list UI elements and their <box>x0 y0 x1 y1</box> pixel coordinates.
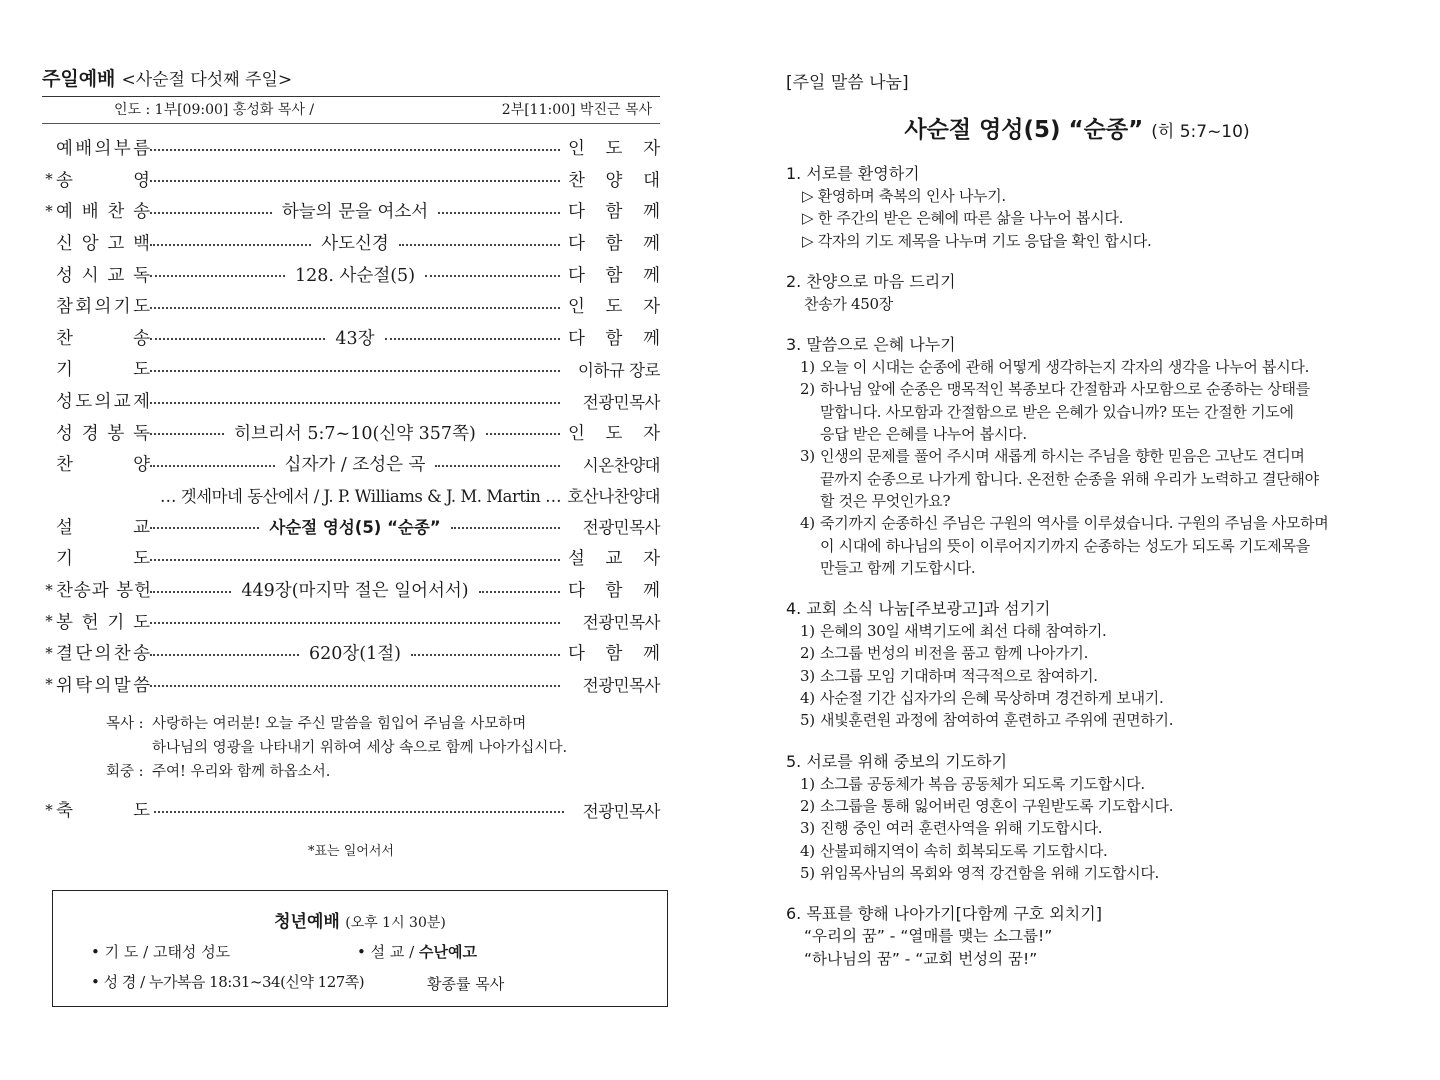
youth-title <box>53 907 667 932</box>
question-text: 하나님 앞에 순종은 맹목적인 복종보다 간절함과 사모함으로 순종하는 상태를 <box>820 380 1310 399</box>
section-heading: 3. 말씀으로 은혜 나누기 <box>786 335 956 355</box>
dot-leader <box>438 212 560 214</box>
order-item-name: 위 탁 의 말 씀 <box>56 675 150 696</box>
section-heading: 2. 찬양으로 마음 드리기 <box>786 271 956 291</box>
dot-leader <box>150 338 325 340</box>
list-item-text: 소그룹 번성의 비전을 품고 함께 나아가기. <box>820 644 1089 663</box>
order-row <box>42 385 660 417</box>
sharing-label: [주일 말씀 나눔] <box>786 73 909 93</box>
dot-leader <box>479 591 560 593</box>
dot-leader <box>435 465 560 467</box>
dot-leader <box>150 307 560 309</box>
order-row-choir-second <box>42 480 660 511</box>
pastor-line-2: 하나님의 영광을 나타내기 위하여 세상 속으로 함께 나아가십시다. <box>152 740 568 757</box>
list-item-text: 소그룹 공동체가 복음 공동체가 되도록 기도합시다. <box>820 774 1145 793</box>
order-item-detail-line <box>150 640 560 665</box>
standing-mark: * <box>45 675 53 694</box>
dot-leader <box>150 212 272 214</box>
order-item-name: 설 교 <box>56 517 150 538</box>
leaders-second-service: 2부[11:00] 박진근 목사 <box>501 102 652 118</box>
dot-leader <box>150 685 560 687</box>
order-item-detail: 십자가 / 조성은 곡 <box>275 451 436 476</box>
order-row <box>42 195 660 227</box>
list-item-text: 산불피해지역이 속히 회복되도록 기도합시다. <box>820 841 1108 860</box>
order-item-name: 예 배 찬 송 <box>56 202 150 223</box>
order-item-leader: 인 도 자 <box>568 139 660 160</box>
standing-mark: * <box>45 580 53 599</box>
order-item-detail-line <box>150 198 560 223</box>
order-item-detail-line <box>150 178 560 180</box>
order-item-detail-line <box>150 147 560 149</box>
order-item-detail: 449장(마지막 절은 일어서서) <box>231 577 478 602</box>
dot-leader <box>150 149 560 151</box>
question-text: 응답 받은 은혜를 나누어 봅시다. <box>820 425 1027 444</box>
question-text: 할 것은 무엇인가요? <box>820 491 951 510</box>
list-item-text: 소그룹 모임 기대하며 적극적으로 참여하기. <box>820 666 1098 685</box>
list-item <box>786 817 1386 839</box>
section-church-news <box>786 597 1386 731</box>
dot-leader <box>154 811 564 813</box>
order-row <box>42 258 660 290</box>
order-item-leader: 인 도 자 <box>568 297 660 318</box>
section-intercession <box>786 750 1386 884</box>
order-row <box>42 448 660 480</box>
order-item-leader: 인 도 자 <box>568 423 660 444</box>
order-item-name: 축 도 <box>56 801 150 822</box>
sermon-title-ref: (히 5:7~10) <box>1151 122 1250 142</box>
order-row <box>42 290 660 322</box>
order-item-name: 예 배 의 부 름 <box>56 139 150 160</box>
question-text: 오늘 이 시대는 순종에 관해 어떻게 생각하는지 각자의 생각을 나누어 봅시다. <box>820 358 1310 377</box>
order-item-name: 성 경 봉 독 <box>56 423 150 444</box>
order-item-detail-line <box>150 557 560 559</box>
dot-leader <box>150 465 275 467</box>
sending-words <box>106 712 660 784</box>
youth-prayer: • 기 도 / 고태성 성도 <box>91 943 231 961</box>
question-text: 말합니다. 사모함과 간절함으로 받은 은혜가 있습니까? 또는 간절한 기도에 <box>820 402 1294 421</box>
question-3 <box>786 445 1386 512</box>
section-heading: 5. 서로를 위해 중보의 기도하기 <box>786 751 1008 771</box>
list-item <box>786 862 1386 884</box>
section-welcome <box>786 162 1386 252</box>
order-item-leader: 전광민목사 <box>582 518 660 538</box>
list-item <box>786 795 1386 817</box>
list-item-number: 5) <box>800 863 815 882</box>
section-heading: 6. 목표를 향해 나아가기[다함께 구호 외치기] <box>786 904 1102 924</box>
dot-leader <box>150 433 224 435</box>
order-item-leader: 찬 양 대 <box>568 170 660 191</box>
pastor-line-1: 사랑하는 여러분! 오늘 주신 말씀을 힘입어 주님을 사모하며 <box>152 716 527 733</box>
section-heading: 4. 교회 소식 나눔[주보광고]과 섬기기 <box>786 599 1051 619</box>
list-item <box>786 665 1386 687</box>
section-praise <box>786 270 1386 315</box>
choir-second-leader: 호산나찬양대 <box>567 487 660 507</box>
order-item-detail: 128. 사순절(5) <box>285 262 425 287</box>
order-item-leader: 설 교 자 <box>568 549 660 570</box>
order-item-detail-line <box>150 577 560 602</box>
standing-mark: * <box>45 612 53 631</box>
order-row <box>42 322 660 354</box>
dot-leader <box>150 370 560 372</box>
order-row <box>42 227 660 259</box>
list-item-text: 사순절 기간 십자가의 은혜 묵상하며 경건하게 보내기. <box>820 689 1164 708</box>
order-item-name: 송 영 <box>56 170 150 191</box>
order-item-detail-line <box>150 230 560 255</box>
welcome-line: ▷ 각자의 기도 제목을 나누며 기도 응답을 확인 합시다. <box>802 231 1152 250</box>
order-item-leader: 전광민목사 <box>582 613 660 633</box>
order-item-leader: 다 함 께 <box>568 202 660 223</box>
youth-sermon-label: • 설 교 / <box>357 943 415 961</box>
sermon-title-main: 사순절 영성(5) “순종” <box>904 117 1144 143</box>
leaders-rule <box>42 123 660 124</box>
order-item-detail: 사도신경 <box>311 230 399 255</box>
question-text: 이 시대에 하나님의 뜻이 이루어지기까지 순종하는 성도가 되도록 기도제목을 <box>820 536 1310 555</box>
welcome-line: ▷ 환영하며 축복의 인사 나누기. <box>802 187 1006 205</box>
youth-time: (오후 1시 30분) <box>345 915 446 931</box>
list-item <box>786 840 1386 862</box>
order-item-detail: 620장(1절) <box>299 640 411 665</box>
worship-title <box>42 62 660 96</box>
order-item-leader: 시온찬양대 <box>582 455 660 475</box>
order-item-leader: 전광민목사 <box>582 392 660 412</box>
order-row <box>42 669 660 701</box>
question-1 <box>786 356 1386 378</box>
dot-leader <box>451 527 560 529</box>
section-word <box>786 333 1386 579</box>
list-item-number: 4) <box>800 689 815 708</box>
order-of-worship-continued <box>42 511 660 701</box>
order-item-name: 찬 양 <box>56 455 150 476</box>
order-item-detail-line <box>150 451 560 476</box>
order-row <box>42 637 660 669</box>
congregation-role: 회중 : <box>106 764 144 781</box>
order-item-name: 봉 헌 기 도 <box>56 612 150 633</box>
dot-leader <box>385 338 560 340</box>
order-item-leader: 이하규 장로 <box>578 360 660 380</box>
standing-mark: * <box>45 643 53 662</box>
order-item-detail-line <box>150 620 560 622</box>
sermon-title <box>768 111 1386 144</box>
youth-title-main: 청년예배 <box>274 912 340 932</box>
question-number: 4) <box>800 514 815 533</box>
order-item-name: 찬송과 봉헌 <box>56 581 153 602</box>
leaders-line <box>42 97 660 123</box>
order-item-detail: 43장 <box>325 325 384 350</box>
list-item-text: 소그룹을 통해 잃어버린 영혼이 구원받도록 기도합시다. <box>820 796 1174 815</box>
order-item-detail: 하늘의 문을 여소서 <box>272 198 438 223</box>
dot-leader <box>150 275 285 277</box>
standing-mark: * <box>45 800 53 819</box>
question-text: 죽기까지 순종하신 주님은 구원의 역사를 이루셨습니다. 구원의 주님을 사모하며 <box>820 514 1329 533</box>
order-row <box>42 416 660 448</box>
order-item-leader: 다 함 께 <box>568 265 660 286</box>
order-row <box>42 511 660 543</box>
order-row <box>42 132 660 164</box>
list-item <box>786 687 1386 709</box>
dot-leader <box>150 180 560 182</box>
order-item-detail-line <box>150 305 560 307</box>
order-row-blessing <box>42 794 660 826</box>
list-item-text: 은혜의 30일 새벽기도에 최선 다해 참여하기. <box>820 622 1107 641</box>
dot-leader <box>150 559 560 561</box>
list-item-number: 5) <box>800 711 815 730</box>
youth-sermon-value: 수난예고 <box>418 943 477 961</box>
youth-sermon <box>357 941 477 962</box>
worship-order-page <box>42 62 660 859</box>
order-row <box>42 164 660 196</box>
list-item-number: 1) <box>800 774 815 793</box>
list-item-number: 2) <box>800 644 815 663</box>
order-item-name: 기 도 <box>56 360 150 381</box>
pastor-role: 목사 : <box>106 716 144 733</box>
standing-mark: * <box>45 201 53 220</box>
standing-mark: * <box>45 170 53 189</box>
order-row <box>42 574 660 606</box>
order-item-detail-line <box>150 325 560 350</box>
hymn-line: 찬송가 450장 <box>804 294 893 313</box>
question-4 <box>786 512 1386 579</box>
list-item <box>786 642 1386 664</box>
list-item <box>786 620 1386 642</box>
welcome-line: ▷ 한 주간의 받은 은혜에 따른 삶을 나누어 봅시다. <box>802 209 1124 228</box>
dot-leader <box>150 527 259 529</box>
dot-leader <box>411 654 560 656</box>
slogan-2: “하나님의 꿈” - “교회 번성의 꿈!” <box>804 950 1038 969</box>
dot-leader <box>150 244 311 246</box>
list-item-number: 3) <box>800 666 815 685</box>
list-item-text: 위임목사님의 목회와 영적 강건함을 위해 기도합시다. <box>820 863 1159 882</box>
order-row <box>42 353 660 385</box>
question-number: 1) <box>800 358 815 377</box>
order-item-leader: 전광민목사 <box>582 801 660 821</box>
order-item-leader: 다 함 께 <box>568 328 660 349</box>
dot-leader <box>486 433 560 435</box>
order-item-detail-line <box>150 420 560 445</box>
youth-preacher: 황종률 목사 <box>427 975 505 993</box>
list-item-text: 새빛훈련원 과정에 참여하여 훈련하고 주위에 권면하기. <box>820 711 1174 730</box>
question-number: 2) <box>800 380 815 399</box>
section-goal <box>786 902 1386 971</box>
list-item <box>786 709 1386 731</box>
order-item-leader: 전광민목사 <box>582 676 660 696</box>
section-heading: 1. 서로를 환영하기 <box>786 164 920 183</box>
dot-leader <box>150 654 299 656</box>
youth-scripture: • 성 경 / 누가복음 18:31~34(신약 127쪽) <box>91 973 365 991</box>
question-text: 만들고 함께 기도합시다. <box>820 558 976 577</box>
order-item-leader: 다 함 께 <box>568 644 660 665</box>
list-item-number: 3) <box>800 819 815 838</box>
question-text: 인생의 문제를 풀어 주시며 새롭게 하시는 주님을 향한 믿음은 고난도 견디며 <box>820 447 1305 466</box>
congregation-line: 주여! 우리와 함께 하옵소서. <box>152 764 331 781</box>
leaders-first-service: 인도 : 1부[09:00] 홍성화 목사 / <box>114 102 315 118</box>
order-item-name: 결 단 의 찬 송 <box>56 644 150 665</box>
order-item-leader: 다 함 께 <box>568 581 660 602</box>
order-item-leader: 다 함 께 <box>568 234 660 255</box>
order-item-name: 찬 송 <box>56 328 150 349</box>
list-item-number: 1) <box>800 622 815 641</box>
sermon-sharing-page <box>786 68 1386 971</box>
choir-second-text: … 겟세마네 동산에서 / J. P. Williams & J. M. Martin … <box>160 487 562 507</box>
order-row <box>42 542 660 574</box>
order-item-detail-line <box>150 368 560 370</box>
dot-leader <box>425 275 560 277</box>
order-item-detail-line <box>150 514 560 538</box>
youth-worship-box <box>52 890 668 1007</box>
order-item-detail-line <box>150 400 560 402</box>
order-item-detail: 사순절 영성(5) “순종” <box>259 514 450 538</box>
order-of-worship <box>42 132 660 480</box>
question-2 <box>786 378 1386 445</box>
order-item-name: 참 회 의 기 도 <box>56 297 150 318</box>
dot-leader <box>399 244 560 246</box>
dot-leader <box>150 622 560 624</box>
dot-leader <box>150 591 231 593</box>
worship-title-main: 주일예배 <box>42 68 116 90</box>
dot-leader <box>150 402 560 404</box>
order-item-name: 기 도 <box>56 549 150 570</box>
standing-footnote: *표는 일어서서 <box>308 843 394 859</box>
question-text: 끝까지 순종으로 나가게 합니다. 온전한 순종을 위해 우리가 노력하고 결단해야 <box>820 469 1319 488</box>
order-item-name: 신 앙 고 백 <box>56 234 150 255</box>
order-item-detail-line <box>150 262 560 287</box>
list-item-number: 2) <box>800 796 815 815</box>
worship-title-sub: <사순절 다섯째 주일> <box>121 70 293 90</box>
list-item <box>786 773 1386 795</box>
order-item-name: 성 도 의 교 제 <box>56 392 150 413</box>
slogan-1: “우리의 꿈” - “열매를 맺는 소그룹!” <box>804 927 1053 946</box>
order-item-detail: 히브리서 5:7~10(신약 357쪽) <box>224 420 486 445</box>
order-row <box>42 605 660 637</box>
order-item-detail-line <box>150 683 560 685</box>
list-item-number: 4) <box>800 841 815 860</box>
order-item-name: 성 시 교 독 <box>56 265 150 286</box>
list-item-text: 진행 중인 여러 훈련사역을 위해 기도합시다. <box>820 819 1103 838</box>
question-number: 3) <box>800 447 815 466</box>
